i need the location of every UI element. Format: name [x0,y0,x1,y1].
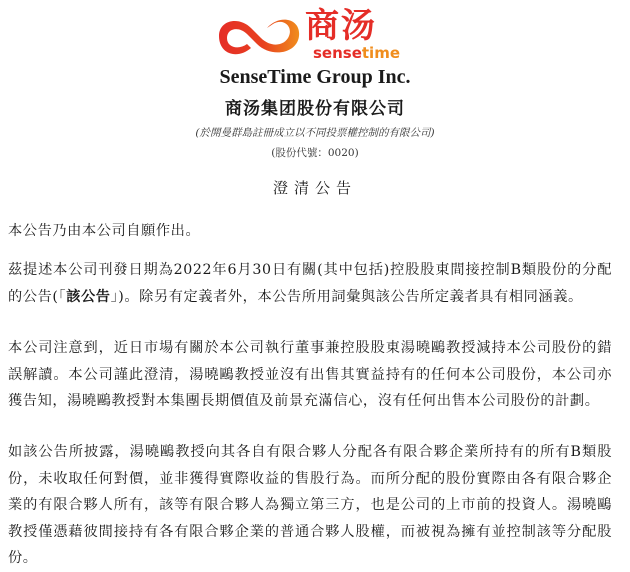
announcement-title: 澄清公告 [272,179,357,197]
logo-chinese-text: 商汤 [305,6,377,46]
logo-en-prefix: sense [313,44,362,62]
logo-english-text [313,44,400,62]
company-name-english: SenseTime Group Inc. [219,66,411,88]
paragraph-reference-text-a: 茲提述本公司刊發日期為2022年6月30日有關(其中包括)控股股東間接控制B類股份的分配的公告(「 [8,262,612,305]
incorporation-note: (於開曼群島註冊成立以不同投票權控制的有限公司) [195,127,435,139]
defined-term-announcement: 該公告 [66,288,111,305]
stock-code: (股份代號：0020) [271,147,359,159]
company-logo [213,6,423,64]
paragraph-reference [8,257,612,310]
paragraph-voluntary: 本公告乃由本公司自願作出。 [8,223,201,239]
paragraph-clarification: 本公司注意到，近日市場有關於本公司執行董事兼控股股東湯曉鷗教授減持本公司股份的錯誤解讀。本公司謹此澄清，湯曉鷗教授並沒有出售其實益持有的任何本公司股份，本公司亦獲告知，湯曉鷗教授對本集團長期價值及前景充滿信心，沒有任何出售本公司股份的計劃。 [8,340,612,409]
company-name-chinese: 商汤集团股份有限公司 [225,99,405,119]
paragraph-distribution: 如該公告所披露，湯曉鷗教授向其各自有限合夥人分配各有限合夥企業所持有的所有B類股份，未收取任何對價，並非獲得實際收益的售股行為。而所分配的股份實際由各有限合夥企業的有限合夥人所有，該等有限合夥人為獨立第三方，也是公司的上市前的投資人。湯曉鷗教授僅憑藉彼間接持有各有限合夥企業的普通合夥人股權，而被視為擁有並控制該等分配股份。 [8,444,612,566]
paragraph-reference-text-b: 」)。除另有定義者外，本公告所用詞彙與該公告所定義者具有相同涵義。 [110,288,583,305]
sensetime-infinity-icon [213,6,305,62]
logo-en-suffix: time [361,44,401,62]
